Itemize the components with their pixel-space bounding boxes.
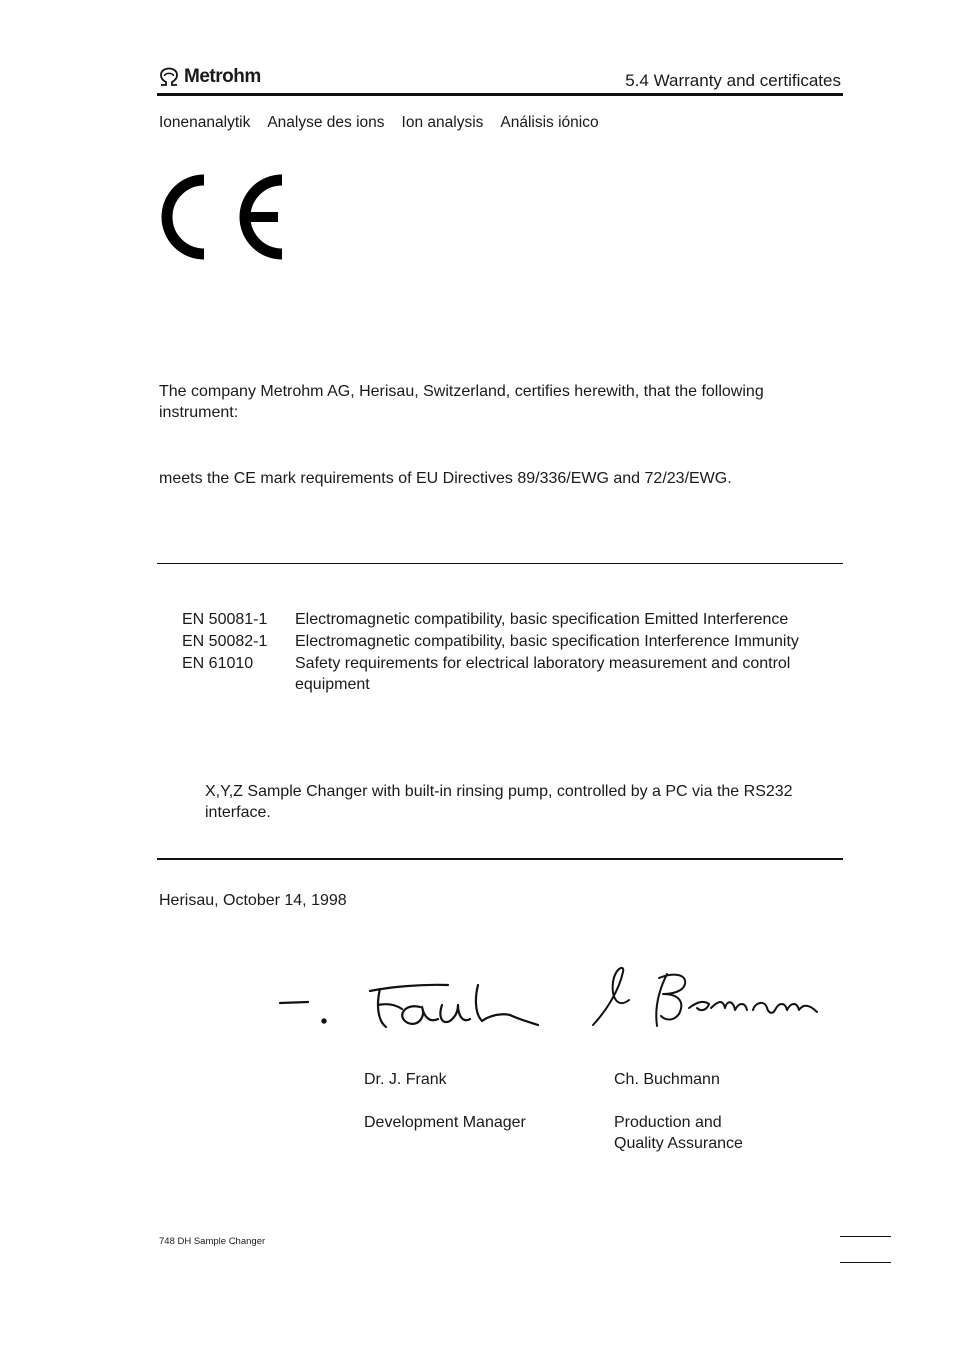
standard-code: EN 61010 [182,654,254,672]
omega-icon [158,67,180,87]
standard-description: Safety requirements for electrical laboratory measurement and control equipment [295,654,791,694]
tagline-item: Ionenanalytik [159,114,251,131]
tagline-item: Análisis iónico [500,114,599,131]
footer-rule [840,1236,891,1237]
signatory-title: Development Manager [364,1114,526,1131]
signature-frank [270,965,550,1045]
metrohm-logo [158,66,261,88]
signatory-name: Ch. Buchmann [614,1071,720,1088]
certification-statement: The company Metrohm AG, Herisau, Switzerland, certifies herewith, that the following instrument: [159,383,764,421]
signatory-buchmann [614,1069,743,1154]
brand-name: Metrohm [184,66,261,87]
place-date: Herisau, October 14, 1998 [159,892,347,909]
instrument-description: X,Y,Z Sample Changer with built-in rinsing pump, controlled by a PC via the RS232 interface. [205,783,793,821]
footer-product: 748 DH Sample Changer [159,1236,266,1247]
standard-description: Electromagnetic compatibility, basic specification Emitted Interference [295,611,789,628]
standard-code: EN 50081-1 [182,611,268,628]
signature-buchmann [585,960,825,1035]
tagline-item: Ion analysis [401,114,484,131]
header-rule [157,93,843,96]
standard-description: Electromagnetic compatibility, basic specification Interference Immunity [295,632,799,650]
tagline-item: Analyse des ions [267,114,385,131]
standard-code: EN 50082-1 [182,632,268,650]
standard-row [182,609,845,631]
section-title: 5.4 Warranty and certificates [625,71,841,90]
signatory-name: Dr. J. Frank [364,1071,447,1088]
signatory-title: Production and [614,1114,722,1131]
footer-rule [840,1262,891,1263]
requirements-statement: meets the CE mark requirements of EU Directives 89/336/EWG and 72/23/EWG. [159,470,732,487]
standard-row [182,631,845,653]
standard-row [182,653,845,697]
divider [157,858,843,860]
signatory-title: Quality Assurance [614,1135,743,1152]
divider [157,563,843,564]
signatory-frank [364,1069,526,1133]
tagline [159,114,599,132]
ce-mark-icon [158,168,286,266]
standards-list [182,609,845,696]
